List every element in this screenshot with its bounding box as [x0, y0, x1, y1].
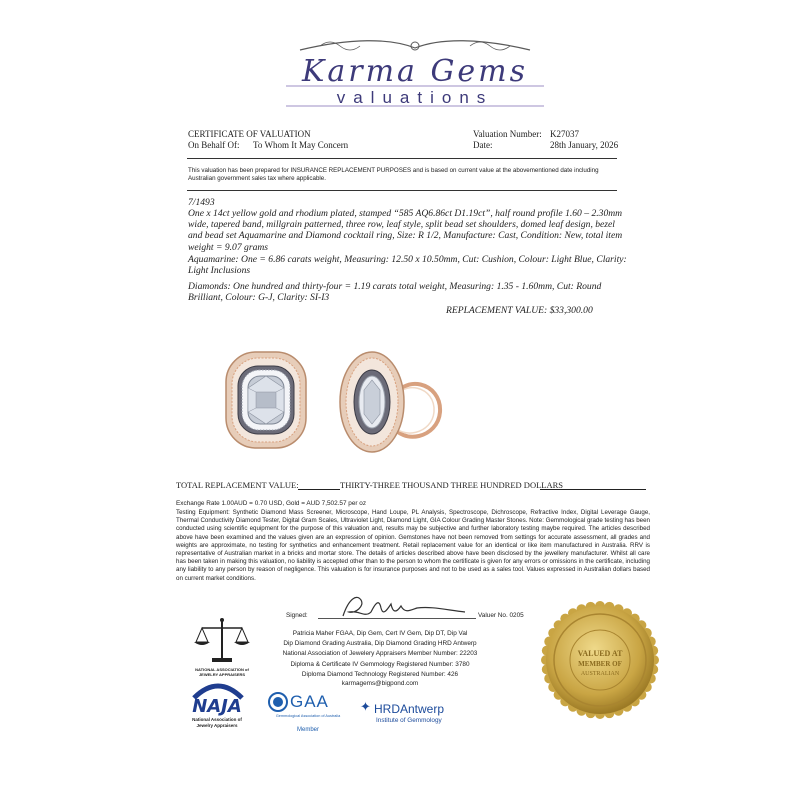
- total-value-words: THIRTY-THREE THOUSAND THREE HUNDRED DOLLARS: [340, 480, 564, 490]
- karma-gems-logo: [280, 36, 550, 108]
- aquamarine-details: Aquamarine: One = 6.86 carats weight, Measuring: 12.50 x 10.50mm, Cut: Cushion, Colour: Light Blue, Clarity: Light Inclusions: [188, 254, 627, 277]
- certificate-title: CERTIFICATE OF VALUATION: [188, 129, 311, 139]
- naja-logo: [186, 676, 248, 734]
- svg-text:AUSTRALIAN: AUSTRALIAN: [580, 671, 620, 677]
- item-reference: 7/1493: [188, 197, 215, 208]
- divider: [187, 158, 617, 159]
- replacement-value: REPLACEMENT VALUE: $33,300.00: [446, 305, 593, 316]
- svg-text:MEMBER OF: MEMBER OF: [578, 660, 622, 668]
- underline: [298, 489, 340, 490]
- logo-subtitle: valuations: [336, 88, 494, 107]
- date-value: 28th January, 2026: [550, 140, 619, 150]
- gaa-subtitle: Gemmological Association of Australia: [275, 714, 341, 718]
- gaa-logo: [266, 692, 350, 738]
- credential-line: National Association of Jewelery Appraisers Member Number: 22203: [282, 650, 478, 657]
- star-icon: ✦: [360, 700, 371, 715]
- exchange-rate: Exchange Rate 1.00AUD = 0.70 USD, Gold = AUD 7,502.57 per oz: [176, 500, 367, 507]
- divider: [187, 190, 617, 191]
- scales-of-justice-icon: [190, 614, 254, 672]
- diamond-details: Diamonds: One hundred and thirty-four = 1.19 carats total weight, Measuring: 1.35 - 1.60mm, Cut: Round Brilliant, Colour: G-J, Clarity: SI-I3: [188, 281, 602, 304]
- behalf-value: To Whom It May Concern: [253, 140, 349, 150]
- hrd-antwerp-logo: [360, 702, 470, 732]
- credential-line: Diploma & Certificate IV Gemmology Registered Number: 3780: [290, 661, 470, 668]
- date-label: Date:: [473, 140, 493, 150]
- testing-notes: Testing Equipment: Synthetic Diamond Mass Screener, Microscope, Hand Loupe, PL Analysis, Spectroscope, Dichroscope, Refractive Index, Digital Leverage Gauge, Thermal Conductivity Diamond Tester, Digital Gram Scales, Ultraviolet Light, Diamond Light, GIA Colour Grading Master Stones. Note: Gemmological grade testing has been conducted using scientific equipment for the purpose of this valuation and, results may be subjective and further laboratory testing maybe required. The articles described above have been examined and the values given are an expression of opinion. Gemstones have not been removed from settings for accurate assessment, all grades and weights are approximate, no testing for synthetics and enhancement treatment. Retail replacement value for an identical or like item manufactured in Australia. RRV is representative of Australian market in a bricks and mortar store. The details of articles described above have been disclosed by the jewellery manufacturer. Whilst all care has been taken in making this valuation, no liability is accepted other than to the person to whom the certificate is given for any errors or omissions in the certificate, including any liability to any person by reason of negligence. This valuation is for insurance purposes and not to be used as a sales tool. Values expressed in Australian dollars based on current market conditions.: [176, 509, 650, 582]
- valuation-number-label: Valuation Number:: [473, 129, 542, 139]
- naja-subtitle: National Association of Jewelry Appraisers: [192, 717, 242, 728]
- valuation-number-value: K27037: [550, 129, 579, 139]
- gaa-wordmark: GAA: [290, 692, 329, 711]
- hrd-wordmark: HRDAntwerp: [374, 702, 445, 716]
- behalf-label: On Behalf Of:: [188, 140, 240, 150]
- ring-side-image: [332, 342, 444, 462]
- logo-name: Karma Gems: [301, 54, 529, 89]
- total-value-label: TOTAL REPLACEMENT VALUE:: [176, 480, 299, 490]
- item-description: One x 14ct yellow gold and rhodium plated, stamped “585 AQ6.86ct D1.19ct”, half round profile 1.60 – 2.30mm wide, tapered band, millgrain patterned, three row, leaf style, split bead set shoulders, domed leaf design, bezel and bead set Aquamarine and Diamond cocktail ring, Size: R 1/2, Manufacture: Cast, Condition: New, total item weight = 9.07 grams: [188, 208, 623, 253]
- underline: [540, 489, 646, 490]
- hrd-subtitle: Institute of Gemmology: [376, 717, 442, 724]
- signed-label: Signed:: [286, 612, 308, 619]
- gaa-member-label: Member: [296, 727, 319, 733]
- signature-image: [335, 590, 475, 622]
- naja-wordmark: NAJA: [192, 696, 242, 717]
- credential-line: Dip Diamond Grading Australia, Dip Diamond Grading HRD Antwerp: [283, 640, 477, 647]
- contact-email: karmagems@bigpond.com: [341, 680, 419, 687]
- valuer-number: Valuer No. 0205: [478, 612, 524, 619]
- gaa-globe-icon: [268, 692, 288, 712]
- gold-seal-icon: [540, 600, 660, 720]
- credential-line: Diploma Diamond Technology Registered Number: 426: [301, 671, 459, 678]
- svg-text:VALUED AT: VALUED AT: [577, 649, 623, 658]
- purpose-statement: This valuation has been prepared for INSURANCE REPLACEMENT PURPOSES and is based on current value at the abovementioned date including Australian government sales tax where applicable.: [188, 167, 599, 182]
- ring-front-image: [220, 342, 312, 462]
- naja-emblem-text: NATIONAL ASSOCIATION of JEWELRY APPRAISERS: [195, 667, 249, 677]
- credential-line: Patricia Maher FGAA, Dip Gem, Cert IV Gem, Dip DT, Dip Val: [292, 630, 468, 637]
